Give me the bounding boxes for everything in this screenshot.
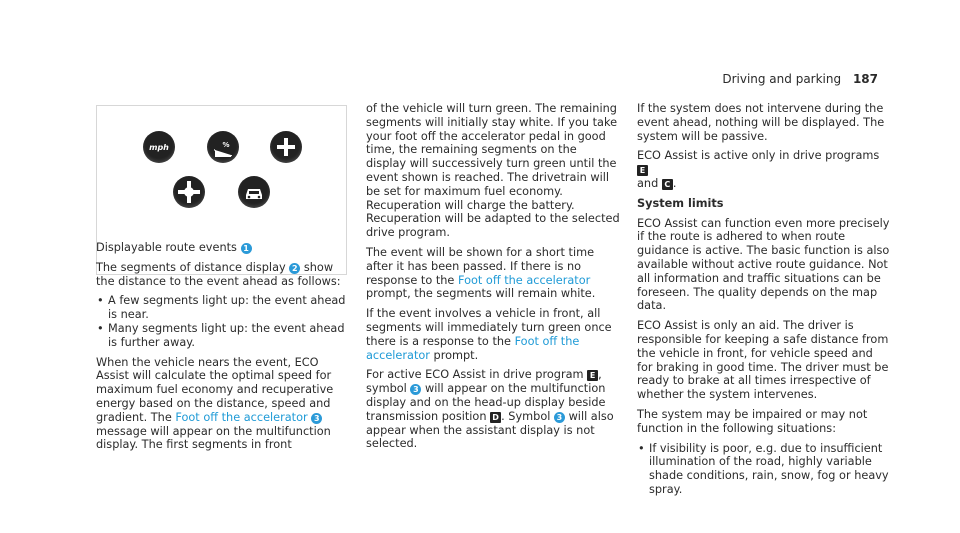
- paragraph: ECO Assist can function even more precisely if the route is adhered to when route guidance is active. The basic function is also available without active route guidance. Not all information and traffic situations can be foreseen. The quality depends on the map data.: [637, 216, 890, 313]
- page-header: [722, 72, 878, 86]
- plus-icon: [270, 131, 302, 163]
- paragraph: [366, 368, 620, 451]
- callout-3: 3: [311, 413, 322, 424]
- text: .: [672, 176, 677, 190]
- section-title: Driving and parking: [722, 72, 842, 86]
- svg-text:mph: mph: [149, 143, 169, 152]
- paragraph: [637, 149, 891, 190]
- paragraph: ECO Assist is only an aid. The driver is responsible for keeping a safe distance from the vehicle in front, for vehicle speed and for braking in good time. The driver must be ready to brake at all times irrespective of whether the system intervenes.: [637, 319, 889, 402]
- text: prompt.: [433, 348, 479, 362]
- svg-text:%: %: [222, 141, 230, 149]
- text: The segments of distance display: [96, 260, 286, 274]
- page-number: 187: [852, 72, 878, 86]
- text: prompt, the segments will remain white.: [366, 287, 596, 301]
- caption-text: Displayable route events: [96, 241, 237, 254]
- callout-3: 3: [410, 384, 421, 395]
- bullet-list: [637, 442, 891, 497]
- link-foot-off-accelerator[interactable]: Foot off the accelerator: [175, 410, 308, 424]
- list-item: • If visibility is poor, e.g. due to insufficient illumination of the road, highly variable shade conditions, rain, snow, fog or heavy spray.: [637, 442, 891, 497]
- text: will appear on the multifunction display and on the head-up display beside transmission position: [366, 382, 606, 423]
- paragraph: The system may be impaired or may not function in the following situations:: [637, 407, 868, 435]
- bullet-list: [96, 294, 350, 349]
- vehicle-ahead-icon: [238, 176, 270, 208]
- section-heading: System limits: [637, 196, 724, 210]
- drive-program-e-icon: E: [587, 370, 598, 381]
- callout-2: 2: [289, 263, 300, 274]
- text: message will appear on the multifunction display. The first segments in front: [96, 424, 331, 452]
- text: . Symbol: [501, 409, 551, 423]
- paragraph: of the vehicle will turn green. The remaining segments will initially stay white. If you take your foot off the accelerator pedal in good time, the remaining segments on the display will successively turn green until the event shown is reached. The drivetrain will be set for maximum fuel economy. Recuperation will charge the battery. Recuperation will be adapted to the selected drive program.: [366, 102, 620, 240]
- column-2: [366, 102, 620, 457]
- column-1: [96, 241, 350, 458]
- text: If the event involves a vehicle in front, all segments will immediately turn green once there is a response to the: [366, 307, 612, 348]
- intersection-icon: [173, 176, 205, 208]
- text: The event will be shown for a short time after it has been passed. If there is no response to the: [366, 245, 595, 287]
- paragraph: [366, 307, 620, 362]
- text: , symbol: [366, 368, 602, 396]
- speed-mph-icon: [143, 131, 175, 163]
- callout-1: 1: [241, 243, 252, 254]
- text: For active ECO Assist in drive program: [366, 368, 584, 382]
- transmission-d-icon: D: [490, 412, 501, 423]
- paragraph: [96, 261, 350, 289]
- link-foot-off-accelerator[interactable]: Foot off the accelerator: [366, 334, 580, 362]
- text: and: [637, 176, 659, 190]
- text: will also appear when the assistant display is not selected.: [366, 409, 614, 451]
- callout-3: 3: [554, 412, 565, 423]
- drive-program-c-icon: C: [662, 179, 673, 190]
- gradient-percent-icon: [207, 131, 239, 163]
- link-foot-off-accelerator[interactable]: Foot off the accelerator: [457, 273, 591, 287]
- drive-program-e-icon: E: [637, 165, 648, 176]
- paragraph: [96, 356, 350, 453]
- text: When the vehicle nears the event, ECO Assist will calculate the optimal speed for maximum fuel economy and recuperative energy based on the distance, speed and gradient. The: [96, 355, 334, 424]
- text: show the distance to the event ahead as follows:: [96, 260, 341, 288]
- text: ECO Assist is active only in drive programs: [637, 149, 880, 163]
- list-item: • A few segments light up: the event ahead is near.: [96, 294, 350, 322]
- paragraph: [366, 246, 620, 301]
- paragraph: If the system does not intervene during the event ahead, nothing will be displayed. The system will be passive.: [637, 102, 885, 143]
- column-3: [637, 102, 891, 503]
- list-item: • Many segments light up: the event ahead is further away.: [96, 322, 350, 350]
- figure-caption: [96, 241, 350, 255]
